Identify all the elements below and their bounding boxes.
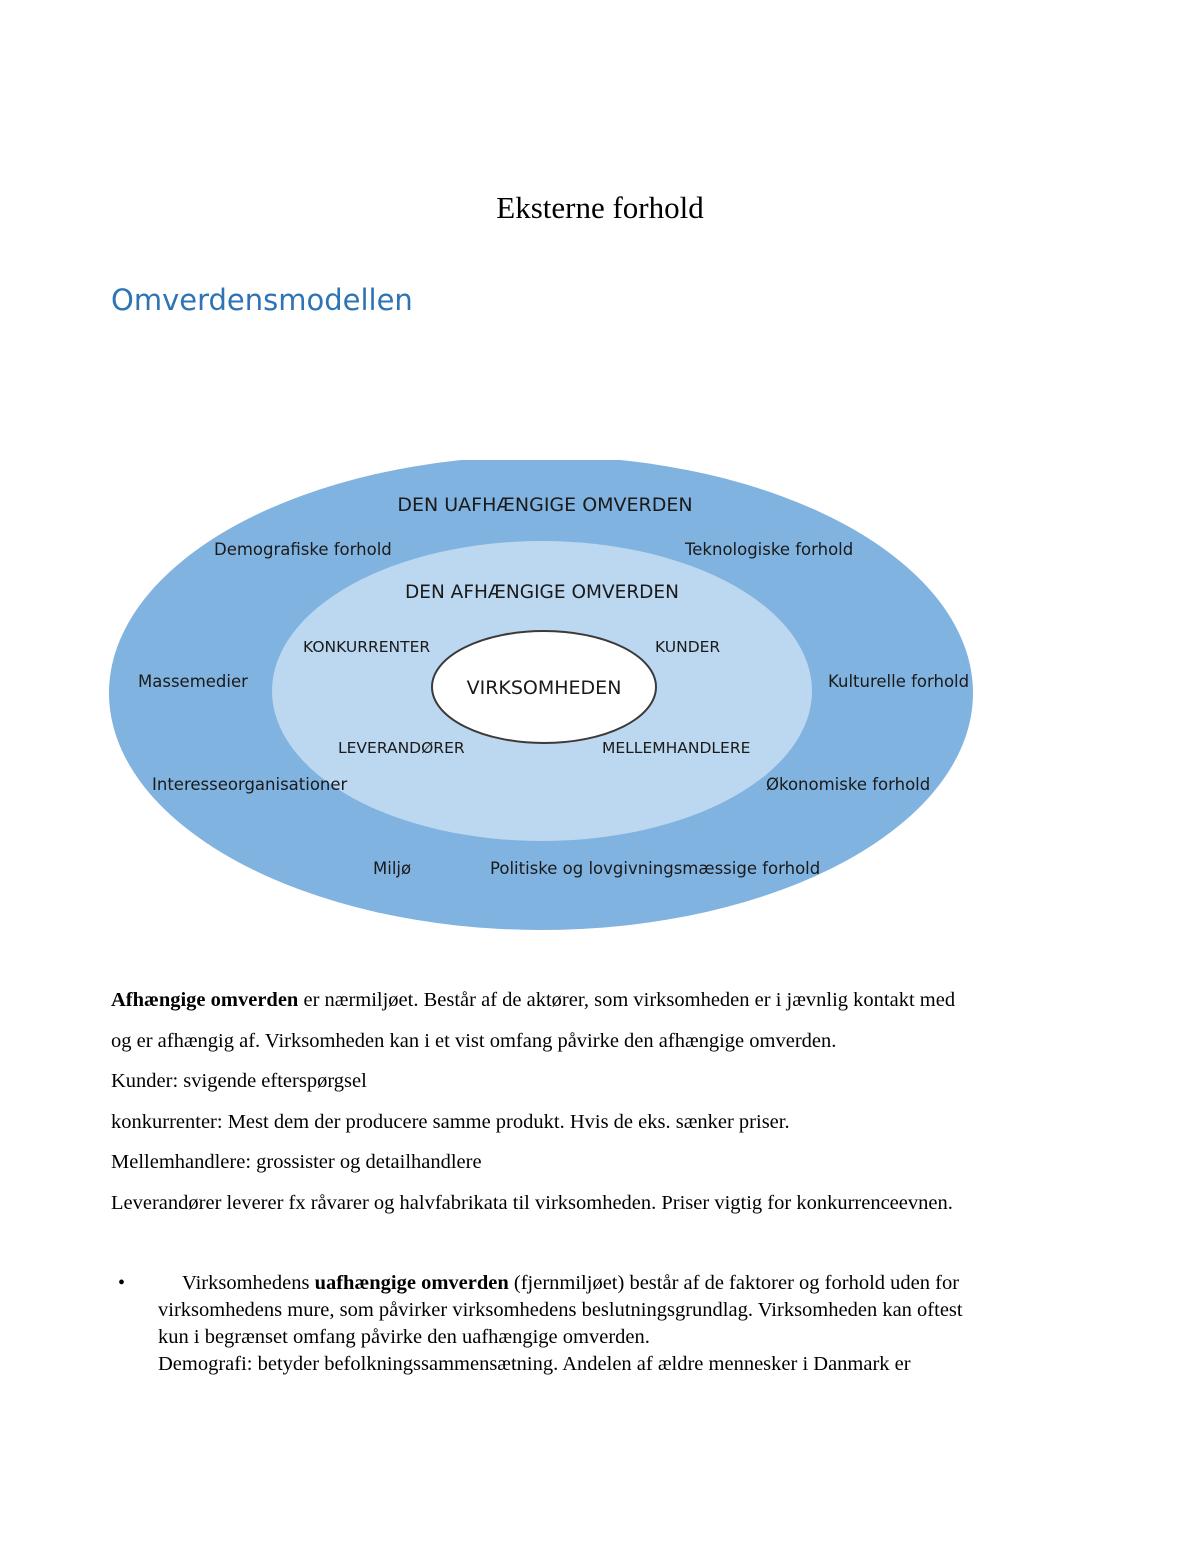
- bullet-line-2: virksomhedens mure, som påvirker virksomhedens beslutningsgrundlag. Virksomheden kan oftest: [158, 1299, 963, 1321]
- section-heading: Omverdensmodellen: [111, 283, 413, 317]
- outer-item-teknologi: Teknologiske forhold: [685, 540, 854, 559]
- outer-item-miljoe: Miljø: [373, 859, 412, 878]
- bullet-text-post: (fjernmiljøet) består af de faktorer og forhold uden for: [508, 1272, 960, 1294]
- page-title: Eksterne forhold: [496, 190, 704, 225]
- outer-title: DEN UAFHÆNGIGE OMVERDEN: [397, 494, 693, 516]
- inner-item-mellemhandlere: MELLEMHANDLERE: [602, 739, 751, 757]
- paragraph-line-1: [111, 988, 955, 1012]
- bullet-line-1: [158, 1270, 1098, 1297]
- outer-item-demografi: Demografiske forhold: [214, 540, 392, 559]
- outer-item-oekonomi: Økonomiske forhold: [766, 775, 931, 794]
- paragraph-kunder: Kunder: svigende efterspørgsel: [111, 1070, 367, 1092]
- paragraph-leverandoerer: Leverandører leverer fx råvarer og halvfabrikata til virksomheden. Priser vigtig for konkurrenceevnen.: [111, 1192, 953, 1214]
- bullet-text: [158, 1270, 1098, 1378]
- inner-item-kunder: KUNDER: [655, 638, 721, 656]
- omverden-diagram: [108, 460, 978, 936]
- paragraph-line-2: og er afhængig af. Virksomheden kan i et vist omfang påvirke den afhængige omverden.: [111, 1030, 837, 1052]
- outer-item-politik: Politiske og lovgivningsmæssige forhold: [490, 859, 821, 878]
- outer-item-kultur: Kulturelle forhold: [828, 672, 970, 691]
- paragraph-mellemhandlere: Mellemhandlere: grossister og detailhandlere: [111, 1151, 482, 1173]
- paragraph-text: er nærmiljøet. Består af de aktører, som virksomheden er i jævnlig kontakt med: [298, 989, 956, 1011]
- outer-item-massemedier: Massemedier: [138, 672, 248, 691]
- bullet-line-3: kun i begrænset omfang påvirke den uafhængige omverden.: [158, 1326, 650, 1348]
- bullet-marker: •: [118, 1272, 126, 1294]
- inner-item-konkurrenter: KONKURRENTER: [303, 638, 431, 656]
- bullet-text-pre: Virksomhedens: [182, 1272, 315, 1294]
- term-afhaengige-omverden: Afhængige omverden: [111, 989, 299, 1011]
- paragraph-konkurrenter: konkurrenter: Mest dem der producere samme produkt. Hvis de eks. sænker priser.: [111, 1111, 790, 1133]
- inner-title: DEN AFHÆNGIGE OMVERDEN: [405, 582, 679, 603]
- bullet-line-4: Demografi: betyder befolkningssammensætning. Andelen af ældre mennesker i Danmark er: [158, 1353, 911, 1375]
- term-uafhaengige-omverden: uafhængige omverden: [314, 1272, 509, 1294]
- outer-item-interesse: Interesseorganisationer: [152, 775, 348, 794]
- inner-item-leverandoerer: LEVERANDØRER: [338, 739, 465, 757]
- center-label: VIRKSOMHEDEN: [466, 677, 622, 699]
